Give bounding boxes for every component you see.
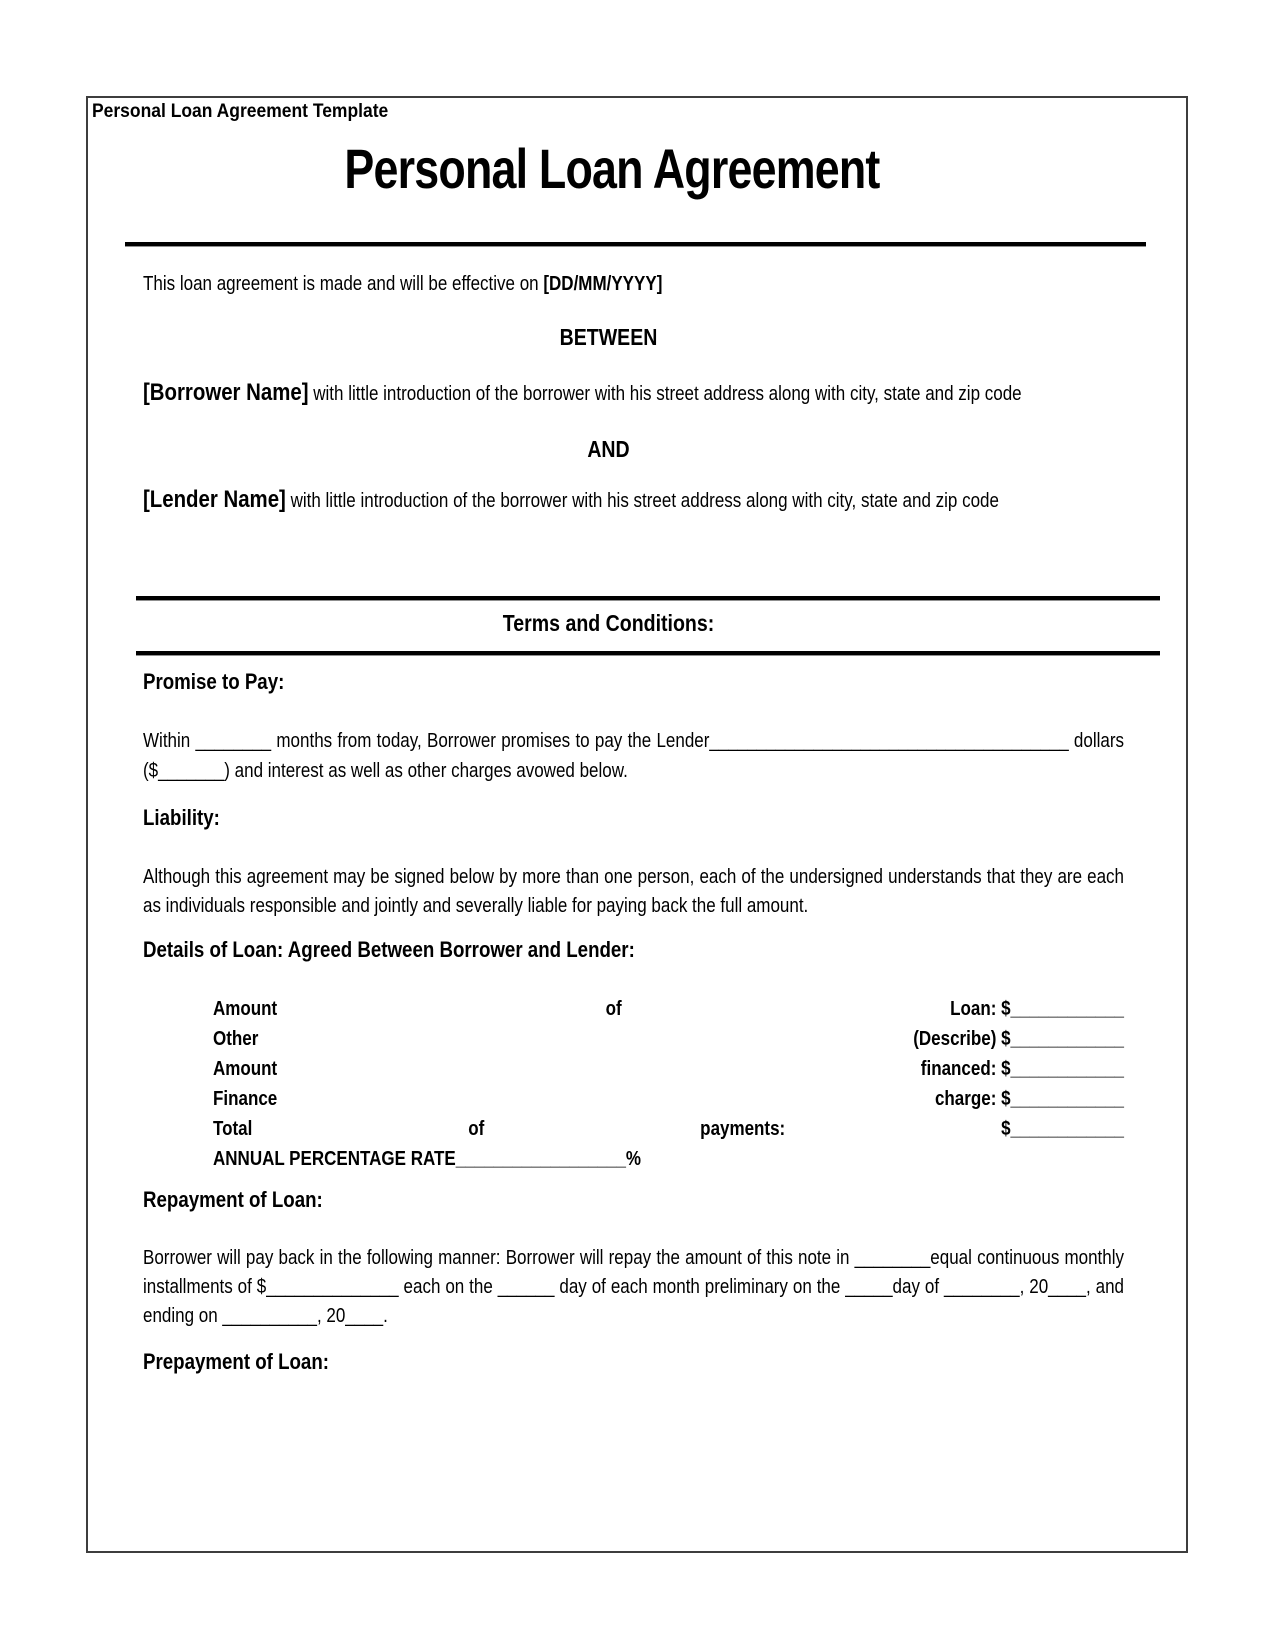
loan-detail-cell: Total (213, 1117, 253, 1140)
borrower-paragraph (143, 378, 1124, 409)
loan-detail-row (213, 1114, 1124, 1144)
promise-to-pay-heading: Promise to Pay: (143, 669, 285, 694)
document-page-frame (86, 96, 1188, 1553)
loan-detail-cell: $____________ (1001, 1117, 1125, 1140)
loan-detail-cell: financed: $____________ (920, 1057, 1125, 1080)
loan-detail-cell: (Describe) $____________ (913, 1027, 1125, 1050)
terms-rule-top (136, 596, 1160, 601)
loan-details-table (213, 994, 1124, 1174)
annual-percentage-rate-line: ANNUAL PERCENTAGE RATE__________________% (213, 1147, 642, 1170)
and-heading: AND (587, 436, 630, 462)
loan-detail-cell: Amount (213, 1057, 278, 1080)
loan-detail-row (213, 994, 1124, 1024)
loan-detail-cell: Loan: $____________ (950, 997, 1125, 1020)
document-body (88, 242, 1186, 1377)
repayment-paragraph: Borrower will pay back in the following manner: Borrower will repay the amount of this note in ________equal continuous monthly installments of $______________ each on the ______ day of each month preliminary on the _____day of ________, 20____, and ending on __________, 20____. (143, 1247, 1125, 1327)
loan-detail-cell: of (468, 1117, 485, 1140)
loan-detail-cell: Amount (213, 997, 278, 1020)
effective-date-line (143, 269, 1124, 299)
loan-detail-row (213, 1024, 1124, 1054)
doc-template-label: Personal Loan Agreement Template (92, 101, 389, 122)
borrower-description: with little introduction of the borrower with his street address along with city, state and zip code (308, 383, 1022, 405)
terms-rule-bottom (136, 651, 1160, 656)
loan-detail-cell: charge: $____________ (934, 1087, 1125, 1110)
effective-date-prefix: This loan agreement is made and will be effective on (143, 273, 544, 295)
liability-heading: Liability: (143, 805, 220, 831)
prepayment-heading: Prepayment of Loan: (143, 1349, 329, 1374)
loan-detail-row (213, 1054, 1124, 1084)
loan-detail-cell: payments: (700, 1117, 786, 1140)
effective-date-placeholder: [DD/MM/YYYY] (543, 273, 663, 295)
loan-details-heading: Details of Loan: Agreed Between Borrower and Lender: (143, 936, 635, 962)
loan-detail-cell: of (605, 997, 622, 1020)
loan-detail-cell: Other (213, 1027, 259, 1050)
lender-paragraph (143, 485, 1124, 516)
borrower-name-placeholder: [Borrower Name] (143, 379, 309, 406)
between-heading: BETWEEN (559, 324, 658, 350)
terms-and-conditions-heading: Terms and Conditions: (502, 610, 715, 636)
loan-detail-cell: Finance (213, 1087, 278, 1110)
title-rule (125, 242, 1146, 247)
lender-description: with little introduction of the borrower with his street address along with city, state and zip code (285, 490, 999, 512)
document-title: Personal Loan Agreement (344, 137, 880, 200)
loan-detail-row (213, 1084, 1124, 1114)
loan-details-rows (213, 994, 1124, 1144)
liability-paragraph: Although this agreement may be signed below by more than one person, each of the undersigned understands that they are each as individuals responsible and jointly and severally liable for paying back the full amount. (143, 865, 1125, 917)
lender-name-placeholder: [Lender Name] (143, 486, 286, 513)
repayment-heading: Repayment of Loan: (143, 1186, 323, 1212)
promise-to-pay-paragraph: Within ________ months from today, Borrower promises to pay the Lender______________________________________ dollars ($_______) and interest as well as other charges avowed below. (143, 730, 1125, 783)
